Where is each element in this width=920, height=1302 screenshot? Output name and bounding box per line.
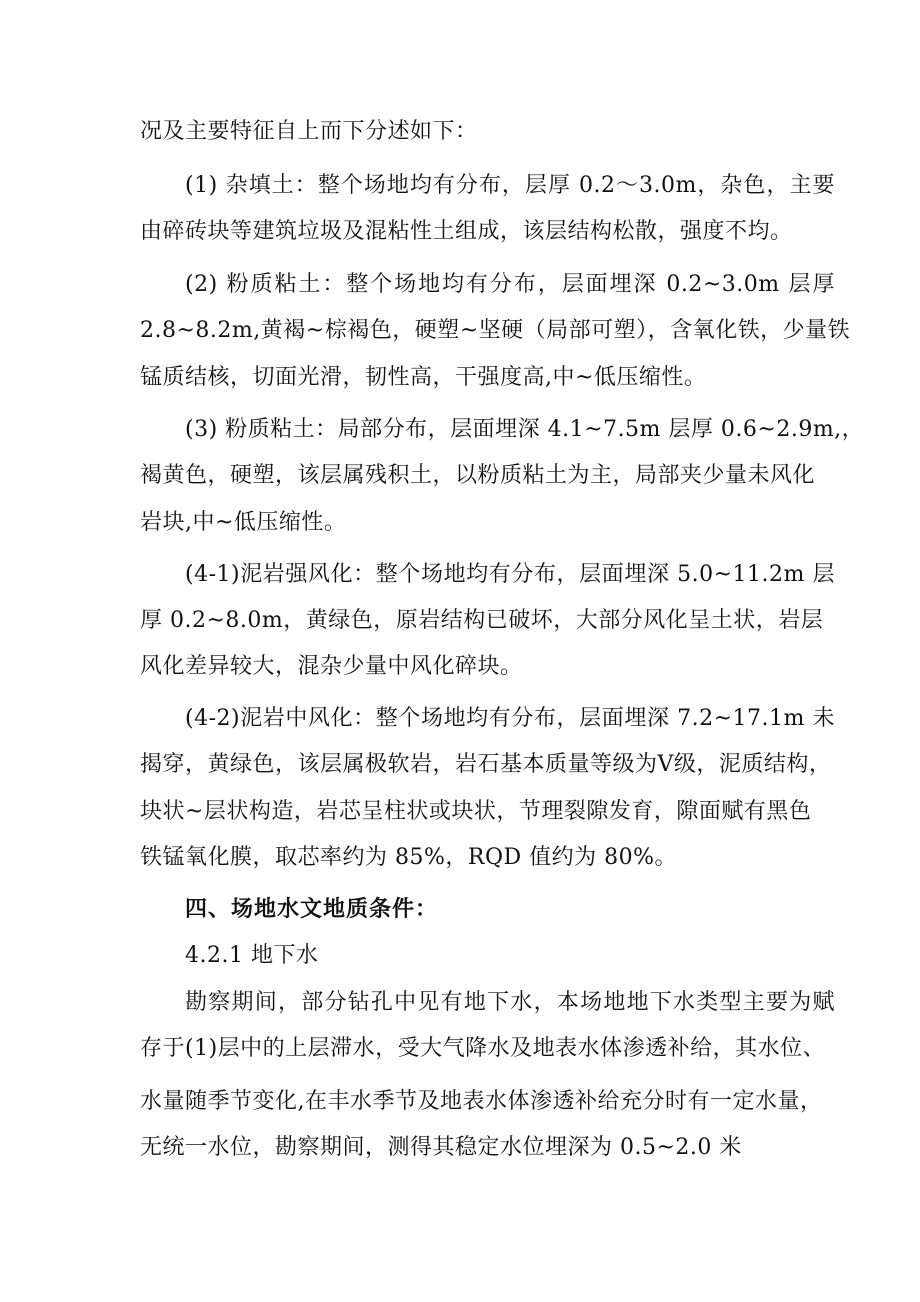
text-line: 存于(1)层中的上层滞水，受大气降水及地表水体渗透补给，其水位、 <box>140 1036 826 1061</box>
subsection-heading: 4.2.1 地下水 <box>185 943 319 968</box>
text-line: (3) 粉质粘土：局部分布，层面埋深 4.1~7.5m 层厚 0.6~2.9m,， <box>185 417 865 442</box>
text-line: 岩块,中~低压缩性。 <box>140 510 347 535</box>
section-heading: 四、场地水文地质条件： <box>185 897 439 922</box>
text-line: 铁锰氧化膜，取芯率约为 85%，RQD 值约为 80%。 <box>140 845 678 870</box>
text-line: 由碎砖块等建筑垃圾及混粘性土组成，该层结构松散，强度不均。 <box>140 219 793 244</box>
text-line: 锰质结核，切面光滑，韧性高，干强度高,中~低压缩性。 <box>140 365 707 390</box>
text-line: (4-2)泥岩中风化：整个场地均有分布，层面埋深 7.2~17.1m 未 <box>185 706 835 731</box>
text-line: 况及主要特征自上而下分述如下： <box>140 119 478 144</box>
text-line: 勘察期间，部分钻孔中见有地下水，本场地地下水类型主要为赋 <box>185 990 835 1015</box>
text-line: 风化差异较大，混杂少量中风化碎块。 <box>140 654 523 679</box>
text-line: 厚 0.2~8.0m，黄绿色，原岩结构已破坏，大部分风化呈土状，岩层 <box>140 608 824 633</box>
text-line: 水量随季节变化,在丰水季节及地表水体渗透补给充分时有一定水量， <box>140 1089 823 1114</box>
text-line: 块状~层状构造，岩芯呈柱状或块状，节理裂隙发育，隙面赋有黑色 <box>140 799 812 824</box>
text-line: 2.8~8.2m,黄褐~棕褐色，硬塑~坚硬（局部可塑），含氧化铁，少量铁 <box>140 318 851 343</box>
text-line: 揭穿，黄绿色，该层属极软岩，岩石基本质量等级为Ⅴ级，泥质结构， <box>140 752 832 777</box>
text-line: 无统一水位，勘察期间，测得其稳定水位埋深为 0.5~2.0 米 <box>140 1135 742 1160</box>
text-line: (4-1)泥岩强风化：整个场地均有分布，层面埋深 5.0~11.2m 层 <box>185 562 835 587</box>
text-line: (2) 粉质粘土：整个场地均有分布，层面埋深 0.2~3.0m 层厚 <box>185 272 835 297</box>
text-line: 褐黄色，硬塑，该层属残积土，以粉质粘土为主，局部夹少量未风化 <box>140 463 816 488</box>
text-line: (1) 杂填土：整个场地均有分布，层厚 0.2～3.0m，杂色，主要 <box>185 173 835 198</box>
